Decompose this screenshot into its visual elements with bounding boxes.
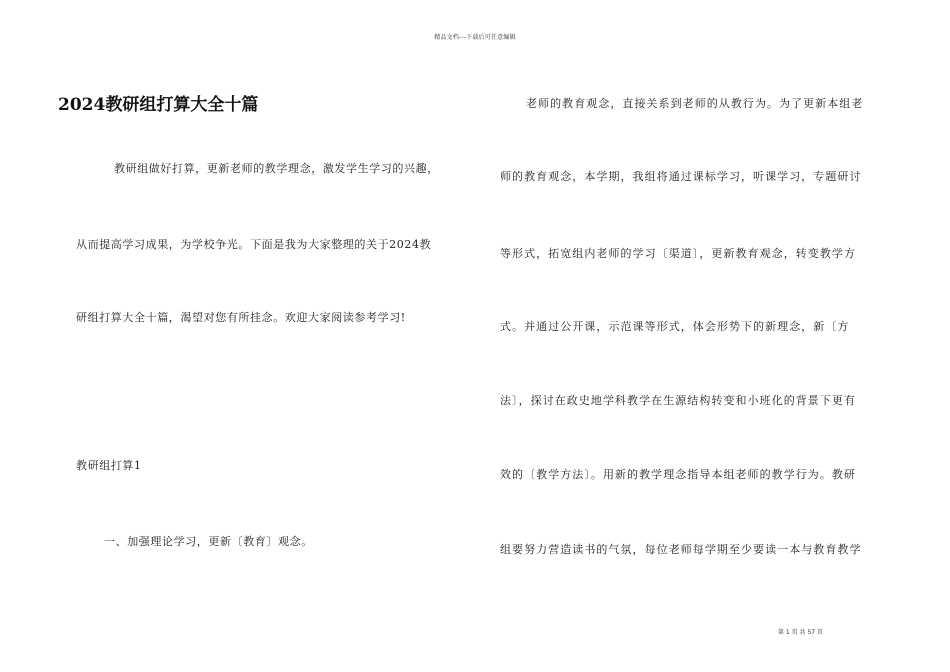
page-number: 第 1 页 共 57 页 — [778, 629, 823, 636]
paragraph-line: 式。并通过公开课，示范课等形式，体会形势下的新理念，新〔方 — [500, 320, 850, 333]
document-title: 2024教研组打算大全十篇 — [58, 95, 259, 115]
paragraph-line: 师的教育观念，本学期，我组将通过课标学习，听课学习，专题研讨 — [500, 170, 862, 183]
paragraph-line: 等形式，拓宽组内老师的学习〔渠道〕，更新教育观念，转变教学方 — [500, 247, 856, 260]
paragraph-line: 研组打算大全十篇，渴望对您有所挂念。欢迎大家阅读参考学习! — [76, 311, 406, 324]
header-note: 精品文档---下载后可任意编辑 — [434, 34, 516, 41]
paragraph-line: 从而提高学习成果，为学校争光。下面是我为大家整理的关于2024教 — [76, 238, 432, 251]
section-heading: 教研组打算1 — [76, 459, 142, 472]
paragraph-line: 法〕，探讨在政史地学科教学在生源结构转变和小班化的背景下更有 — [500, 394, 856, 407]
paragraph-line: 教研组做好打算，更新老师的教学理念，激发学生学习的兴趣， — [114, 162, 439, 175]
paragraph-line: 一、加强理论学习，更新〔教育〕观念。 — [104, 535, 313, 548]
paragraph-line: 效的〔教学方法〕。用新的教学理念指导本组老师的教学行为。教研 — [500, 468, 856, 481]
paragraph-line: 组要努力营造读书的气氛，每位老师每学期至少要读一本与教育教学 — [500, 543, 862, 556]
paragraph-line: 老师的教育观念，直接关系到老师的从教行为。为了更新本组老 — [526, 97, 864, 110]
